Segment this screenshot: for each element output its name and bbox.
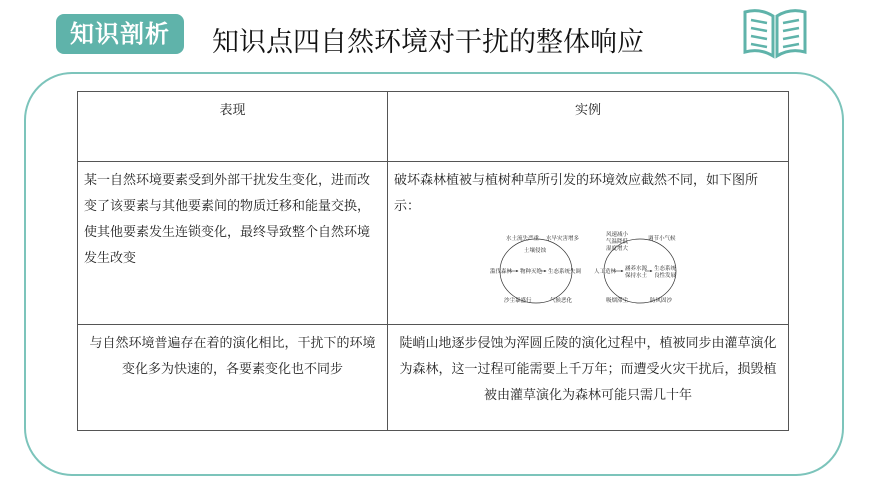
diagram-label: 防风固沙	[650, 298, 673, 304]
cell-manifestation-1: 某一自然环境要素受到外部干扰发生变化，进而改变了该要素与其他要素间的物质迁移和能量交换，使其他要素发生连锁变化，最终导致整个自然环境发生改变	[78, 162, 388, 325]
table-row	[78, 325, 789, 431]
example-text-1: 破坏森林植被与植树种草所引发的环境效应截然不同，如下图所示：	[394, 173, 759, 214]
cell-manifestation-2: 与自然环境普遍存在着的演化相比，干扰下的环境变化多为快速的，各要素变化也不同步	[78, 325, 388, 431]
diagram-label: 生态系统失调	[548, 269, 582, 275]
table-header-row	[78, 92, 789, 162]
diagram-label: 调节小气候	[648, 236, 676, 242]
diagram-label: 气候恶化	[550, 298, 573, 304]
forest-effect-diagram	[488, 228, 688, 310]
table-row	[78, 162, 789, 325]
diagram-label: 水土流失严重	[506, 236, 540, 242]
section-badge: 知识剖析	[56, 14, 184, 54]
diagram-label: 水旱灾害增多	[546, 236, 580, 242]
diagram-label: 涵养水源	[625, 266, 648, 272]
diagram-label: 风速减小	[606, 232, 629, 238]
diagram-label: 生态系统	[654, 266, 677, 272]
diagram-label: 吸烟滞尘	[606, 298, 629, 304]
diagram-label: 良性发展	[654, 273, 677, 279]
diagram-label: 土壤侵蚀	[524, 248, 547, 254]
diagram-label: 物种灭绝	[520, 269, 543, 275]
diagram-label: 人工造林	[594, 269, 617, 275]
open-book-icon	[742, 6, 808, 60]
header-example: 实例	[388, 92, 789, 162]
response-table	[77, 91, 789, 431]
header-manifestation: 表现	[78, 92, 388, 162]
diagram-label: 保持水土	[625, 273, 648, 279]
cell-example-2: 陡峭山地逐步侵蚀为浑圆丘陵的演化过程中，植被同步由灌草演化为森林，这一过程可能需要上千万年；而遭受火灾干扰后，损毁植被由灌草演化为森林可能只需几十年	[388, 325, 789, 431]
diagram-label: 气温降低	[606, 239, 629, 245]
cell-example-1	[388, 162, 789, 325]
diagram-label: 湿度增大	[606, 246, 629, 252]
page-title: 知识点四自然环境对干扰的整体响应	[212, 27, 644, 58]
diagram-label: 滥伐森林	[490, 269, 513, 275]
diagram-label: 沙尘暴盛行	[504, 298, 532, 304]
